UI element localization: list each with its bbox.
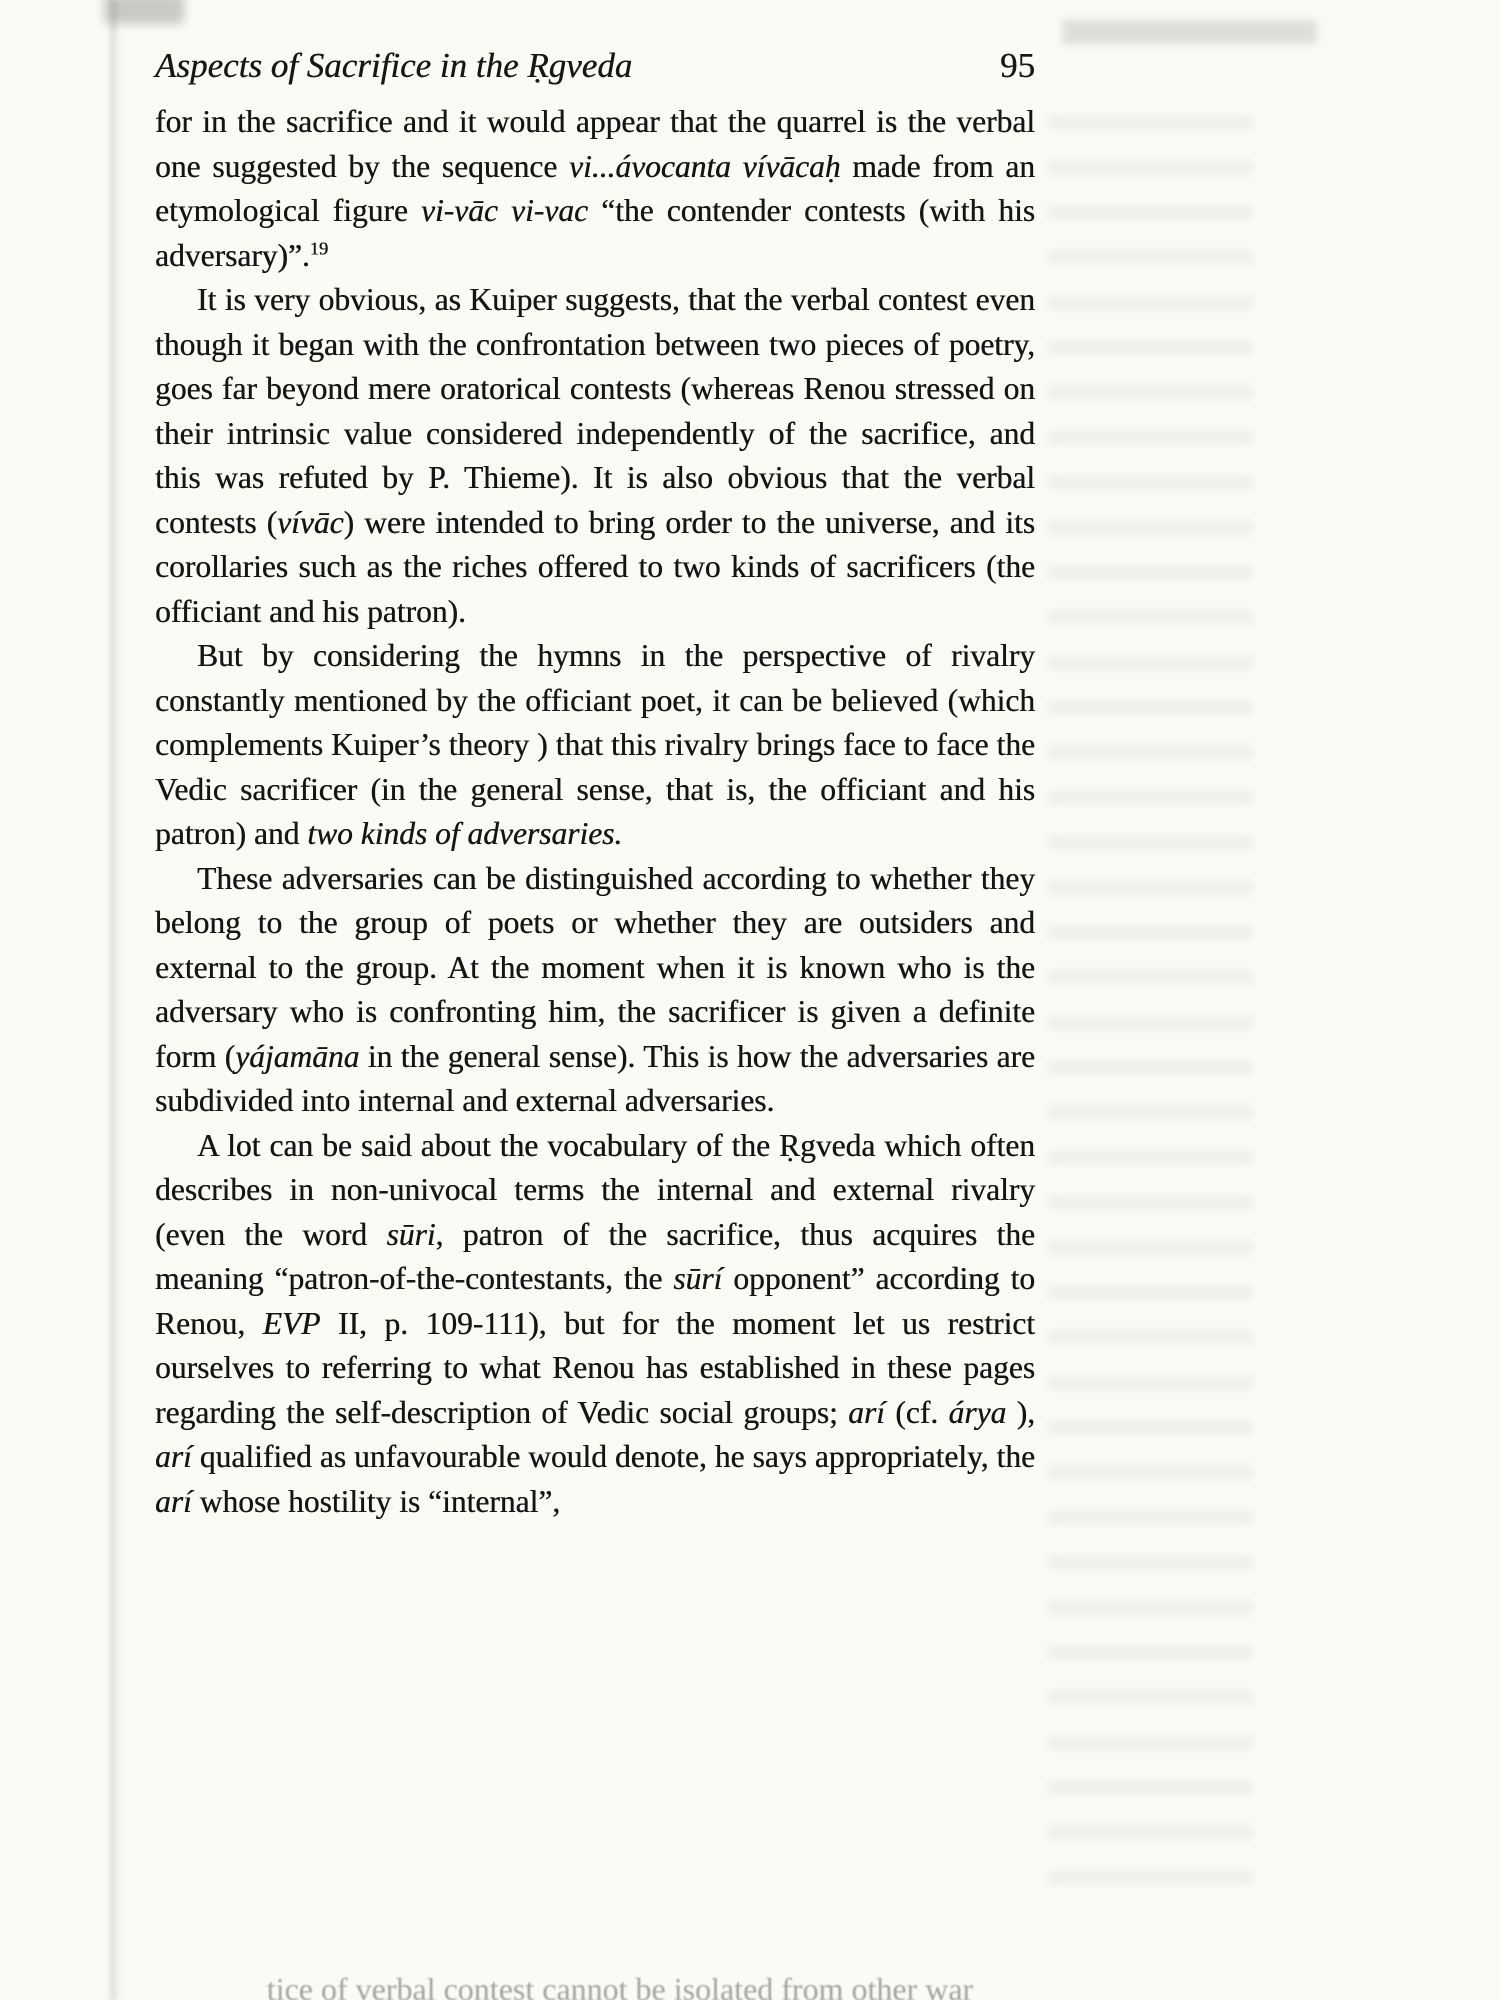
bleed-through-column (1048, 115, 1253, 1895)
paragraph (155, 100, 1035, 278)
body-text-column (155, 100, 1035, 1524)
text-run: vi...ávocanta vívācaḥ (568, 148, 841, 184)
text-run: for in the sacrifice and it would appear that the quarrel is the verbal one suggested by the sequence (155, 104, 1035, 184)
text-run: , patron of the sacrifice, thus acquires the meaning “patron-of-the-contestants, the (155, 1216, 1035, 1296)
text-run: It is very obvious, as Kuiper suggests, that the verbal contest even though it began with the confrontation between two pieces of poetry, goes far beyond mere oratorical contests (whereas Renou stressed on their intrinsic value considered independently of the sacrifice, and this was refuted by P. Thieme). It is also obvious that the verbal contests ( (155, 282, 1035, 540)
paragraph (155, 634, 1035, 857)
text-run: árya (948, 1394, 1007, 1430)
scan-corner-smudge (104, 0, 184, 24)
text-run: arí (155, 1483, 192, 1519)
footnote-reference: 19 (309, 238, 329, 258)
text-run: two kinds of adversaries. (307, 816, 623, 851)
text-run: EVP (262, 1305, 321, 1341)
text-run: vívāc (277, 504, 344, 540)
text-run: A lot can be said about the vocabulary of the Ṛgveda which often describes in non-univocal terms the internal and external rivalry (even the word (155, 1127, 1035, 1252)
text-run: ) were intended to bring order to the universe, and its corollaries such as the riches offered to two kinds of sacrificers (the officiant and his patron). (155, 504, 1035, 629)
page-edge-shadow (110, 0, 120, 2000)
bleed-through-bottom-line: tice of verbal contest cannot be isolated from other war (266, 1971, 974, 2000)
paragraph (155, 278, 1035, 634)
text-run: yájamāna (235, 1038, 360, 1074)
text-run: “the contender contests (with his adversary)”. (155, 193, 1036, 273)
text-run: But by considering the hymns in the perspective of rivalry constantly mentioned by the officiant poet, it can be believed (which complements Kuiper’s theory ) that this rivalry brings face to face the Vedic sacrificer (in the general sense, that is, the officiant and his patron) and (155, 638, 1035, 851)
paragraph (155, 857, 1035, 1124)
running-title: Aspects of Sacrifice in the Ṛgveda (155, 46, 633, 85)
text-run: sūri (386, 1216, 436, 1252)
text-run: II, p. 109-111), but for the moment let us restrict ourselves to referring to what Renou has established in these pages regarding the self-description of Vedic social groups; (155, 1305, 1035, 1430)
paragraph (155, 1124, 1035, 1525)
text-run: qualified as unfavourable would denote, he says appropriately, the (191, 1439, 1035, 1474)
text-run: ), (1006, 1394, 1035, 1430)
text-run: opponent” according to Renou, (155, 1261, 1035, 1341)
text-run: made from an etymological figure (155, 148, 1035, 228)
text-run: whose hostility is “internal”, (191, 1483, 561, 1519)
page-number: 95 (1000, 46, 1035, 85)
text-run: arí (848, 1394, 885, 1430)
page-header (155, 46, 1035, 86)
text-run: These adversaries can be distinguished according to whether they belong to the group of poets or whether they are outsiders and external to the group. At the moment when it is known who is the adversary who is confronting him, the sacrificer is given a definite form ( (155, 860, 1035, 1074)
text-run: vi-vāc vi-vac (420, 193, 588, 228)
text-run: (cf. (884, 1394, 949, 1430)
bleed-through-header-smudge (1062, 20, 1317, 44)
text-run: arí (155, 1439, 192, 1474)
text-run: in the general sense). This is how the adversaries are subdivided into internal and external adversaries. (155, 1038, 1035, 1118)
text-run: sūrí (673, 1261, 723, 1296)
